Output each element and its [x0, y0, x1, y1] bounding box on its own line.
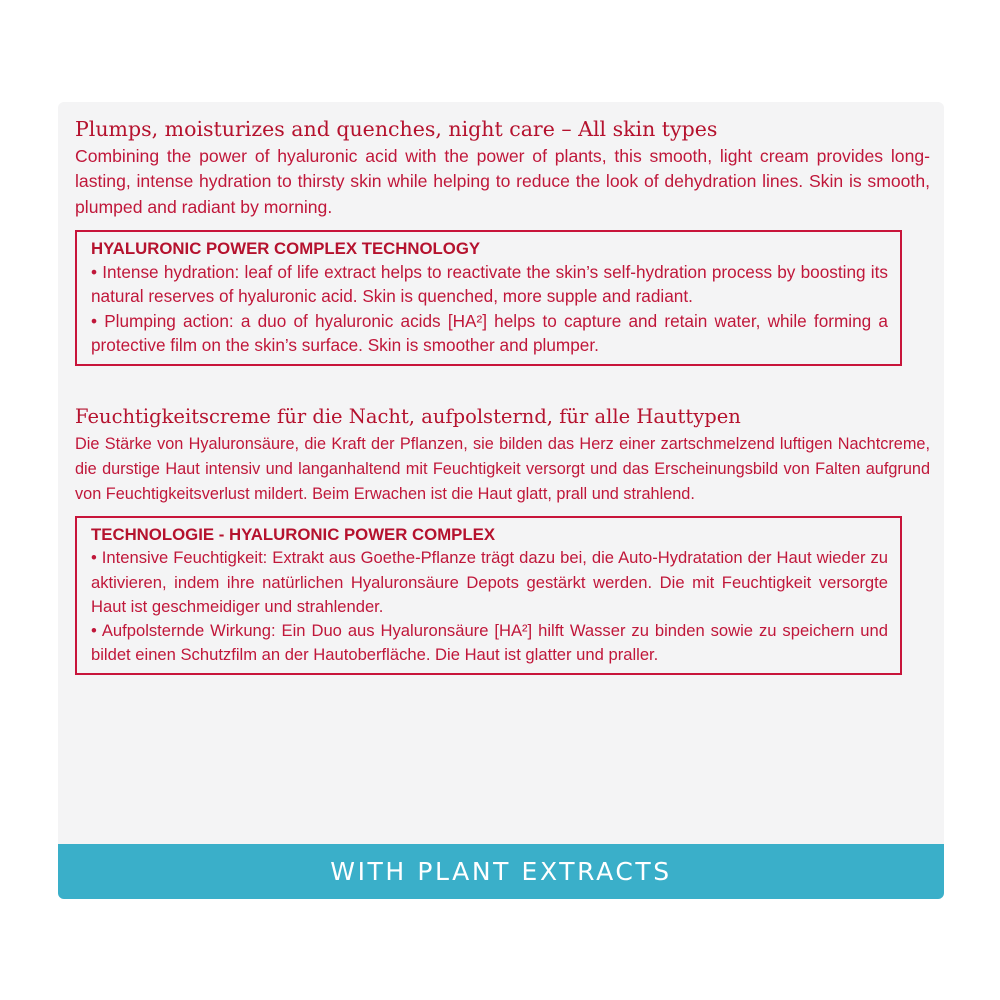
label-panel	[58, 102, 944, 899]
german-technology-item-plumping: • Aufpolsternde Wirkung: Ein Duo aus Hyaluronsäure [HA²] hilft Wasser zu binden sowie zu speichern und bildet einen Schutzfilm an der Hautoberfläche. Die Haut ist glatter und praller.	[91, 621, 888, 665]
english-technology-item-hydration: • Intense hydration: leaf of life extract helps to reactivate the skin’s self-hydration process by boosting its natural reserves of hyaluronic acid. Skin is quenched, more supple and radiant.	[91, 261, 888, 307]
plant-extracts-banner	[58, 844, 944, 899]
german-heading: Feuchtigkeitscreme für die Nacht, aufpolsternd, für alle Hauttypen	[75, 405, 741, 428]
german-technology-item-hydration: • Intensive Feuchtigkeit: Extrakt aus Goethe-Pflanze trägt dazu bei, die Auto-Hydratation der Haut wieder zu aktivieren, indem ihre natürlichen Hyaluronsäure Depots gestärkt werden. Die mit Feuchtigkeit versorgte Haut ist geschmeidiger und strahlender.	[91, 548, 888, 616]
english-heading: Plumps, moisturizes and quenches, night care – All skin types	[75, 117, 718, 141]
english-technology-box	[75, 230, 902, 366]
german-section	[75, 404, 930, 675]
english-technology-item-plumping: • Plumping action: a duo of hyaluronic acids [HA²] helps to capture and retain water, while forming a protective film on the skin’s surface. Skin is smoother and plumper.	[91, 310, 888, 356]
english-technology-title: HYALURONIC POWER COMPLEX TECHNOLOGY	[91, 238, 481, 258]
banner-text: WITH PLANT EXTRACTS	[330, 857, 672, 886]
german-description: Die Stärke von Hyaluronsäure, die Kraft der Pflanzen, sie bilden das Herz einer zartschmelzend luftigen Nachtcreme, die durstige Haut intensiv und langanhaltend mit Feuchtigkeit versorgt und das Erscheinungsbild von Falten aufgrund von Feuchtigkeitsverlust mildert. Beim Erwachen ist die Haut glatt, prall und strahlend.	[75, 435, 930, 503]
english-description: Combining the power of hyaluronic acid with the power of plants, this smooth, light cream provides long-lasting, intense hydration to thirsty skin while helping to reduce the look of dehydration lines. Skin is smooth, plumped and radiant by morning.	[75, 146, 930, 217]
german-technology-box	[75, 516, 902, 675]
english-section	[75, 116, 930, 366]
german-technology-title: TECHNOLOGIE - HYALURONIC POWER COMPLEX	[91, 525, 496, 545]
